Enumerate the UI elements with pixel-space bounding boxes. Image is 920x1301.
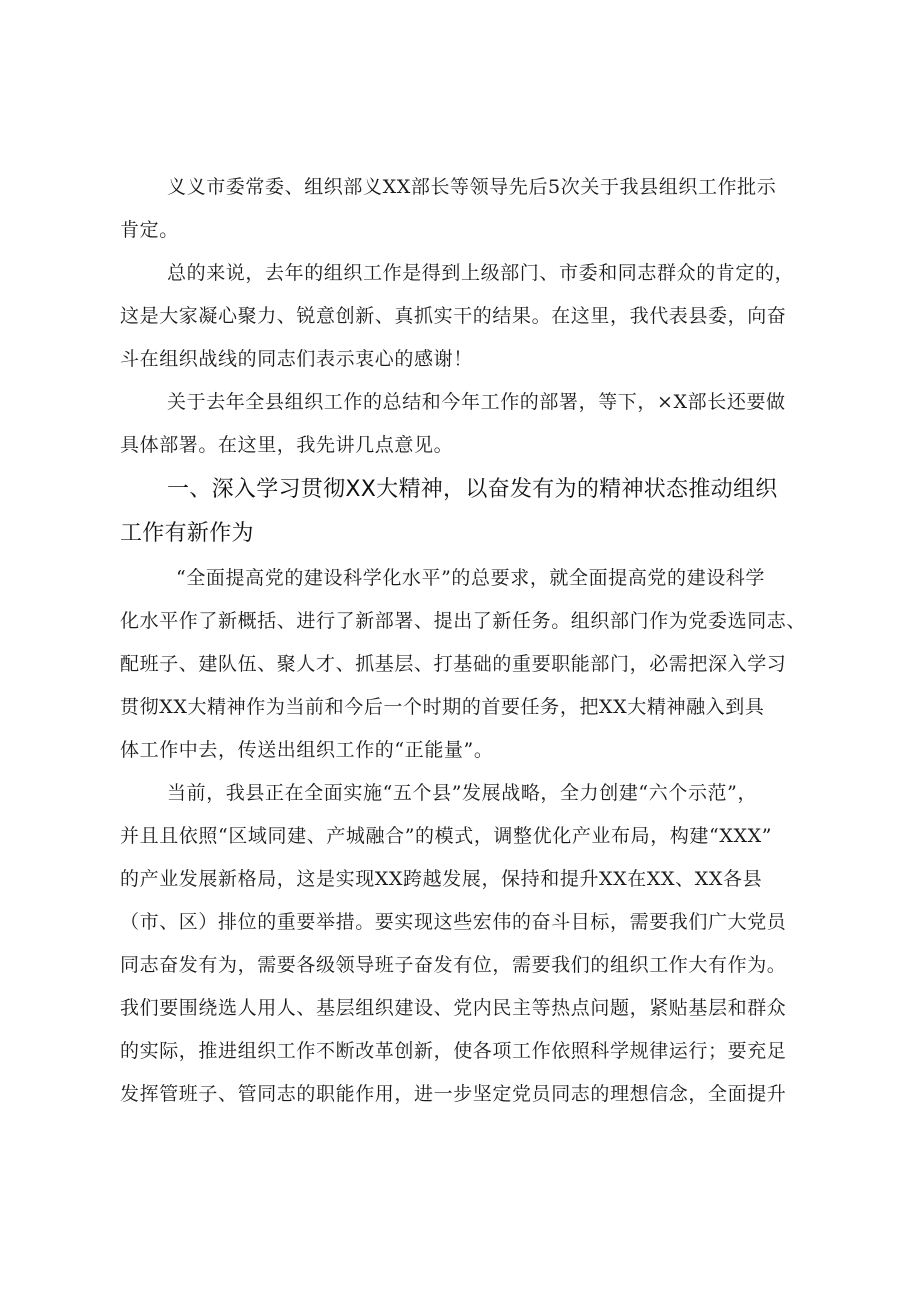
section-heading-line-1: 一、深入学习贯彻XX大精神，以奋发有为的精神状态推动组织 [167, 477, 778, 502]
paragraph-5-line-5: 同志奋发有为，需要各级领导班子奋发有位，需要我们的组织工作大有作为。 [120, 954, 787, 976]
section-heading-line-2: 工作有新作为 [120, 521, 254, 546]
paragraph-4-line-4: 贯彻XX大精神作为当前和今后一个时期的首要任务，把XX大精神融入到具 [120, 696, 765, 718]
paragraph-4-line-5: 体工作中去，传送出组织工作的“正能量”。 [120, 739, 494, 761]
paragraph-4-line-3: 配班子、建队伍、聚人才、抓基层、打基础的重要职能部门，必需把深入学习 [120, 653, 787, 675]
paragraph-4-line-2: 化水平作了新概括、进行了新部署、提出了新任务。组织部门作为党委选同志、 [120, 610, 807, 632]
paragraph-1-line-2: 肯定。 [120, 219, 179, 241]
paragraph-4-line-1: “全面提高党的建设科学化水平”的总要求，就全面提高党的建设科学 [176, 567, 766, 589]
paragraph-2-line-1: 总的来说，去年的组织工作是得到上级部门、市委和同志群众的肯定的， [167, 262, 795, 284]
paragraph-5-line-6: 我们要围绕选人用人、基层组织建设、党内民主等热点问题，紧贴基层和群众 [120, 997, 787, 1019]
paragraph-1-line-1: 义义市委常委、组织部义XX部长等领导先后5次关于我县组织工作批示 [167, 176, 777, 198]
paragraph-5-line-1: 当前，我县正在全面实施“五个县”发展战略，全力创建“六个示范”， [167, 782, 758, 804]
paragraph-5-line-3: 的产业发展新格局，这是实现XX跨越发展，保持和提升XX在XX、XX各县 [120, 868, 763, 890]
paragraph-3-line-2: 具体部署。在这里，我先讲几点意见。 [120, 434, 454, 456]
paragraph-3-line-1: 关于去年全县组织工作的总结和今年工作的部署，等下，×X部长还要做 [167, 391, 786, 413]
paragraph-2-line-2: 这是大家凝心聚力、锐意创新、真抓实干的结果。在这里，我代表县委，向奋 [120, 305, 787, 327]
paragraph-5-line-4: （市、区）排位的重要举措。要实现这些宏伟的奋斗目标，需要我们广大党员 [120, 911, 787, 933]
paragraph-2-line-3: 斗在组织战线的同志们表示衷心的感谢！ [120, 348, 473, 370]
paragraph-5-line-7: 的实际，推进组织工作不断改革创新，使各项工作依照科学规律运行；要充足 [120, 1040, 787, 1062]
paragraph-5-line-2: 并且且依照“区域同建、产城融合”的模式，调整优化产业布局，构建“XXX” [120, 825, 773, 847]
paragraph-5-line-8: 发挥管班子、管同志的职能作用，进一步坚定党员同志的理想信念，全面提升 [120, 1083, 787, 1105]
